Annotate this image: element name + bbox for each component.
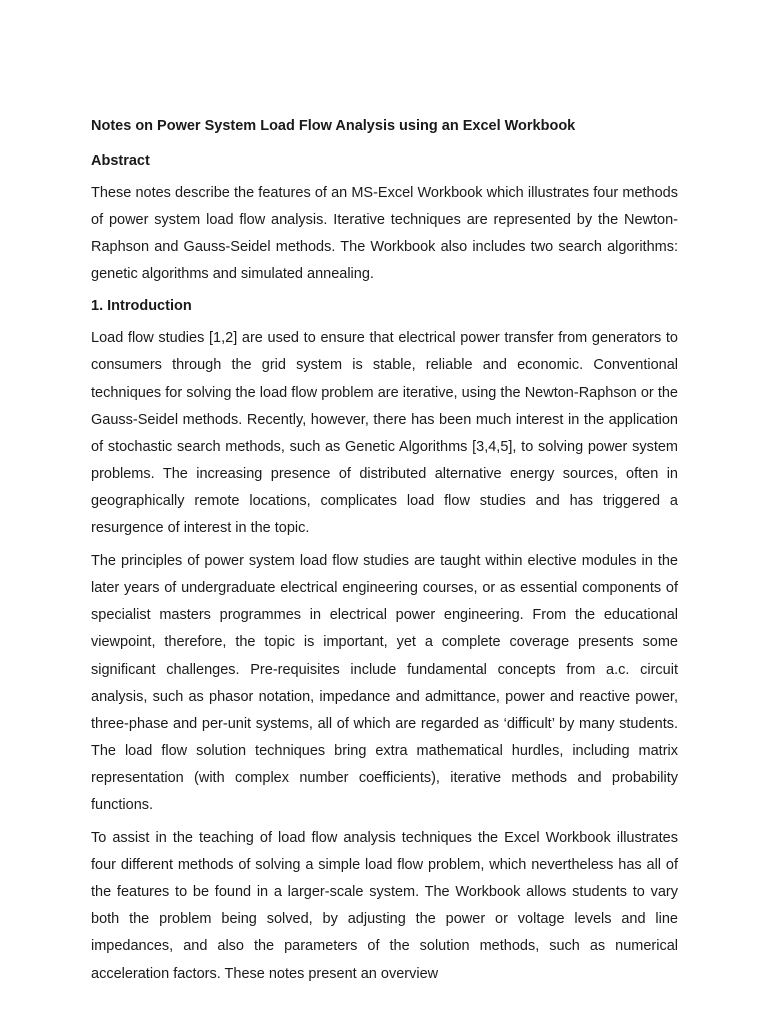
introduction-heading: 1. Introduction bbox=[91, 298, 192, 315]
abstract-paragraph: These notes describe the features of an MS-Excel Workbook which illustrates four methods of power system load flow analysis. Iterative techniques are represented by the Newton-Raphson and Gauss-Seidel methods. The Workbook also includes two search algorithms: genetic algorithms and simulated annealing. bbox=[91, 185, 678, 283]
intro-paragraph: The principles of power system load flow studies are taught within elective modules in the later years of undergraduate electrical engineering courses, or as essential components of specialist masters programmes in electrical power engineering. From the educational viewpoint, therefore, the topic is important, yet a complete coverage presents some significant challenges. Pre-requisites include fundamental concepts from a.c. circuit analysis, such as phasor notation, impedance and admittance, power and reactive power, three-phase and per-unit systems, all of which are regarded as ‘difficult’ by many students. The load flow solution techniques bring extra mathematical hurdles, including matrix representation (with complex number coefficients), iterative methods and probability functions. bbox=[91, 553, 678, 813]
document-body bbox=[91, 116, 678, 994]
document-title: Notes on Power System Load Flow Analysis using an Excel Workbook bbox=[91, 118, 576, 134]
intro-paragraph: Load flow studies [1,2] are used to ensure that electrical power transfer from generators to consumers through the grid system is stable, reliable and economic. Conventional techniques for solving the load flow problem are iterative, using the Newton-Raphson or the Gauss-Seidel methods. Recently, however, there has been much interest in the application of stochastic search methods, such as Genetic Algorithms [3,4,5], to solving power system problems. The increasing presence of distributed alternative energy sources, often in geographically remote locations, complicates load flow studies and has triggered a resurgence of interest in the topic. bbox=[91, 330, 678, 537]
intro-paragraph: To assist in the teaching of load flow analysis techniques the Excel Workbook illustrates four different methods of solving a simple load flow problem, which nevertheless has all of the features to be found in a larger-scale system. The Workbook allows students to vary both the problem being solved, by adjusting the power or voltage levels and line impedances, and also the parameters of the solution methods, such as numerical acceleration factors. These notes present an overview bbox=[91, 830, 678, 982]
abstract-heading: Abstract bbox=[91, 153, 150, 169]
